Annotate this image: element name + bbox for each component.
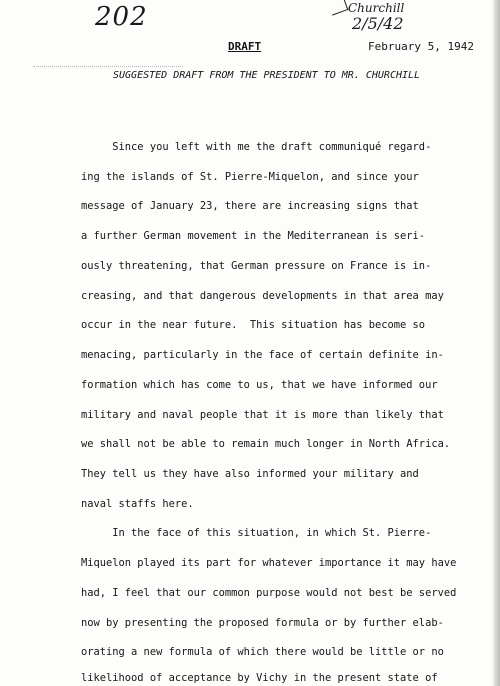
body-line: orating a new formula of which there would be little or no (81, 646, 444, 658)
body-line: ing the islands of St. Pierre-Miquelon, and since your (81, 171, 419, 183)
body-line: message of January 23, there are increasing signs that (81, 200, 419, 212)
document-date: February 5, 1942 (368, 40, 474, 53)
document-subtitle: SUGGESTED DRAFT FROM THE PRESIDENT TO MR. CHURCHILL (113, 70, 421, 81)
body-line: ously threatening, that German pressure on France is in- (81, 260, 432, 272)
body-line: we shall not be able to remain much longer in North Africa. (81, 438, 451, 450)
handwritten-folio-number: 202 (95, 2, 148, 32)
body-line: occur in the near future. This situation has become so (81, 319, 426, 331)
body-line: now by presenting the proposed formula or by further elab- (81, 617, 444, 629)
body-line: formation which has come to us, that we have informed our (81, 379, 438, 391)
body-line: naval staffs here. (81, 498, 194, 510)
body-line: a further German movement in the Mediterranean is seri- (81, 230, 426, 242)
handwritten-name-note: Churchill (348, 1, 405, 15)
handwritten-date-note: 2/5/42 (352, 14, 404, 33)
body-line: In the face of this situation, in which St. Pierre- (81, 527, 432, 539)
draft-label: DRAFT (228, 40, 262, 53)
scan-edge-shadow (492, 0, 500, 686)
body-line: Miquelon played its part for whatever importance it may have (81, 557, 457, 569)
handwritten-check-mark (329, 0, 349, 16)
body-line: military and naval people that it is more than likely that (81, 409, 444, 421)
body-line: had, I feel that our common purpose would not best be served (81, 587, 457, 599)
body-line: menacing, particularly in the face of certain definite in- (81, 349, 444, 361)
body-line: Since you left with me the draft communiqué regard- (81, 141, 432, 153)
faint-rule (33, 66, 183, 67)
body-line: creasing, and that dangerous developments in that area may (81, 290, 444, 302)
body-line: likelihood of acceptance by Vichy in the present state of (81, 672, 438, 684)
body-line: They tell us they have also informed your military and (81, 468, 419, 480)
